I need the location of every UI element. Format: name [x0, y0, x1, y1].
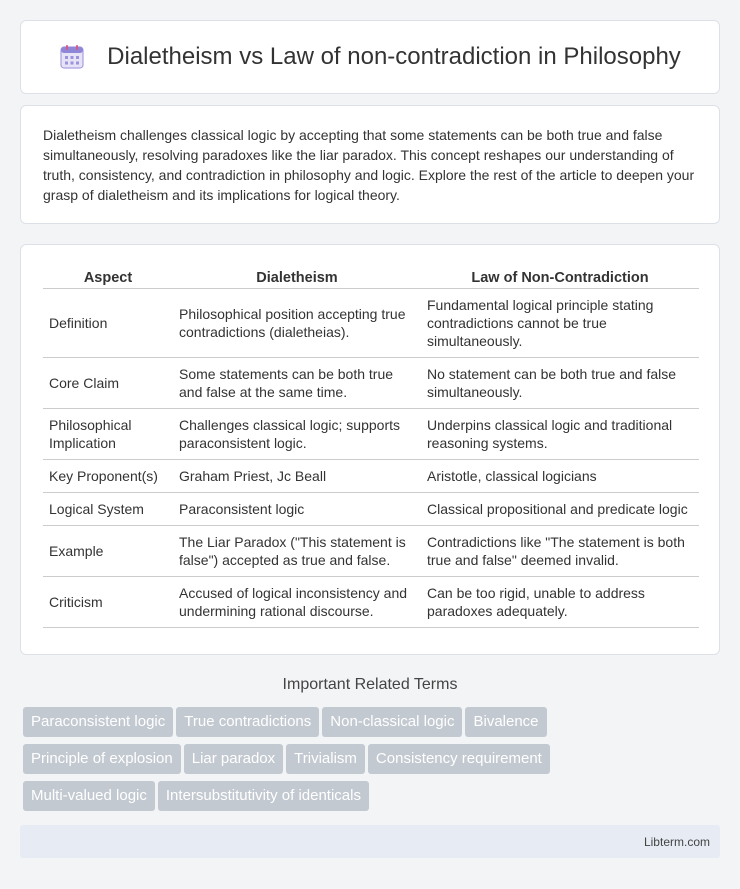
- related-term-tag[interactable]: Consistency requirement: [368, 744, 550, 774]
- table-row: [43, 409, 699, 460]
- cell-lnc: Classical propositional and predicate logic: [421, 493, 699, 526]
- cell-aspect: Example: [43, 526, 173, 577]
- cell-lnc: No statement can be both true and false simultaneously.: [421, 358, 699, 409]
- header-dialetheism: Dialetheism: [173, 267, 421, 289]
- table-header-row: [43, 267, 699, 289]
- intro-card: [20, 105, 720, 224]
- footer-site-link[interactable]: Libterm.com: [643, 835, 710, 849]
- table-row: [43, 358, 699, 409]
- cell-lnc: Aristotle, classical logicians: [421, 460, 699, 493]
- cell-dialetheism: The Liar Paradox ("This statement is false") accepted as true and false.: [173, 526, 421, 577]
- cell-aspect: Key Proponent(s): [43, 460, 173, 493]
- page-title: Dialetheism vs Law of non-contradiction in Philosophy: [107, 43, 681, 70]
- title-card: [20, 20, 720, 94]
- comparison-card: [20, 244, 720, 655]
- cell-aspect: Philosophical Implication: [43, 409, 173, 460]
- table-row: [43, 577, 699, 628]
- related-term-tag[interactable]: Paraconsistent logic: [23, 707, 173, 737]
- cell-dialetheism: Challenges classical logic; supports paraconsistent logic.: [173, 409, 421, 460]
- cell-dialetheism: Accused of logical inconsistency and undermining rational discourse.: [173, 577, 421, 628]
- table-row: [43, 460, 699, 493]
- cell-dialetheism: Some statements can be both true and false at the same time.: [173, 358, 421, 409]
- cell-aspect: Criticism: [43, 577, 173, 628]
- cell-aspect: Core Claim: [43, 358, 173, 409]
- header-aspect: Aspect: [43, 267, 173, 289]
- intro-text: Dialetheism challenges classical logic by accepting that some statements can be both true and false simultaneously, resolving paradoxes like the liar paradox. This concept reshapes our understanding of truth, consistency, and contradiction in philosophy and logic. Explore the rest of the article to deepen your grasp of dialetheism and its implications for logical theory.: [43, 127, 695, 203]
- related-term-tag[interactable]: Multi-valued logic: [23, 781, 155, 811]
- table-row: [43, 526, 699, 577]
- related-terms-title: Important Related Terms: [282, 676, 458, 693]
- cell-dialetheism: Graham Priest, Jc Beall: [173, 460, 421, 493]
- related-term-tag[interactable]: Bivalence: [465, 707, 546, 737]
- cell-dialetheism: Philosophical position accepting true contradictions (dialetheias).: [173, 289, 421, 358]
- cell-lnc: Can be too rigid, unable to address paradoxes adequately.: [421, 577, 699, 628]
- related-term-tag[interactable]: Intersubstitutivity of identicals: [158, 781, 369, 811]
- comparison-table: [43, 267, 699, 628]
- cell-lnc: Contradictions like "The statement is both true and false" deemed invalid.: [421, 526, 699, 577]
- related-term-tag[interactable]: Non-classical logic: [322, 707, 462, 737]
- cell-lnc: Underpins classical logic and traditional reasoning systems.: [421, 409, 699, 460]
- cell-lnc: Fundamental logical principle stating contradictions cannot be true simultaneously.: [421, 289, 699, 358]
- related-term-tag[interactable]: True contradictions: [176, 707, 319, 737]
- cell-aspect: Definition: [43, 289, 173, 358]
- cell-dialetheism: Paraconsistent logic: [173, 493, 421, 526]
- header-lnc: Law of Non-Contradiction: [421, 267, 699, 289]
- table-row: [43, 289, 699, 358]
- footer: [20, 825, 720, 858]
- related-term-tag[interactable]: Liar paradox: [184, 744, 283, 774]
- related-term-tag[interactable]: Principle of explosion: [23, 744, 181, 774]
- related-terms-list: [23, 707, 723, 818]
- calendar-grid-icon: [59, 44, 85, 70]
- table-row: [43, 493, 699, 526]
- cell-aspect: Logical System: [43, 493, 173, 526]
- related-term-tag[interactable]: Trivialism: [286, 744, 365, 774]
